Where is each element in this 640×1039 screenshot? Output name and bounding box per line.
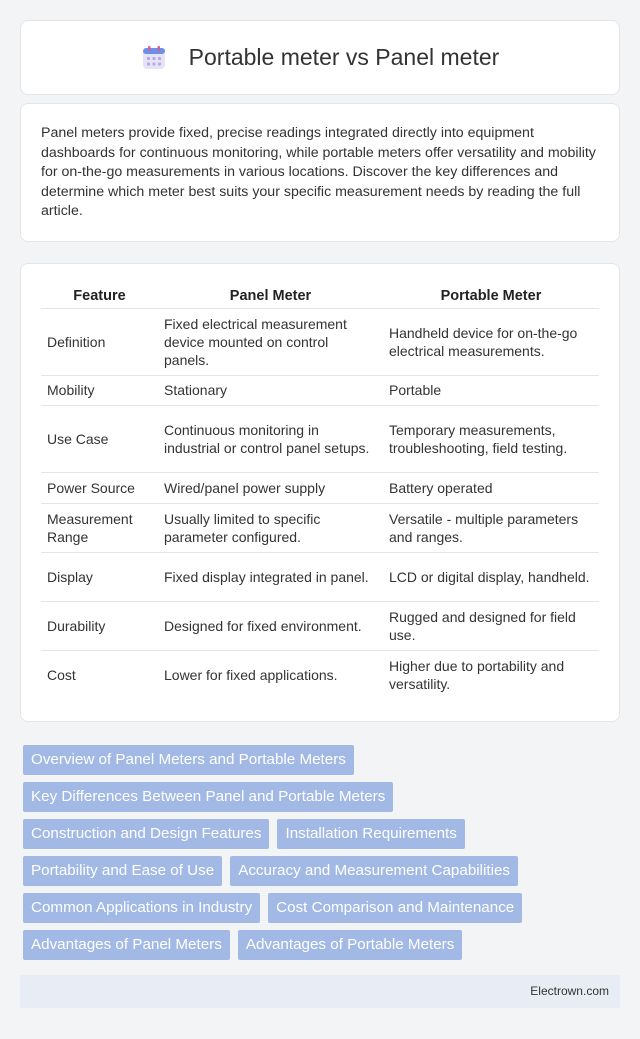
- portable-cell: Versatile - multiple parameters and ranges.: [383, 503, 599, 552]
- portable-cell: Handheld device for on-the-go electrical measurements.: [383, 308, 599, 375]
- panel-cell: Usually limited to specific parameter configured.: [158, 503, 383, 552]
- feature-cell: Measurement Range: [41, 503, 158, 552]
- feature-cell: Definition: [41, 308, 158, 375]
- feature-cell: Cost: [41, 650, 158, 699]
- panel-cell: Wired/panel power supply: [158, 472, 383, 503]
- table-row: [41, 375, 599, 405]
- comparison-card: [20, 263, 620, 722]
- portable-cell: Rugged and designed for field use.: [383, 601, 599, 650]
- link-installation[interactable]: Installation Requirements: [277, 819, 464, 849]
- panel-cell: Designed for fixed environment.: [158, 601, 383, 650]
- calendar-icon: [141, 45, 167, 71]
- table-row: [41, 472, 599, 503]
- related-links: [23, 745, 623, 967]
- table-row: [41, 650, 599, 699]
- feature-cell: Mobility: [41, 375, 158, 405]
- column-header: Portable Meter: [440, 287, 542, 304]
- panel-cell: Stationary: [158, 375, 383, 405]
- link-overview[interactable]: Overview of Panel Meters and Portable Meters: [23, 745, 354, 775]
- table-row: [41, 552, 599, 601]
- portable-cell: LCD or digital display, handheld.: [383, 552, 599, 601]
- column-header: Panel Meter: [229, 287, 312, 304]
- table-row: [41, 308, 599, 375]
- page-title: Portable meter vs Panel meter: [188, 44, 500, 70]
- panel-cell: Continuous monitoring in industrial or control panel setups.: [158, 405, 383, 472]
- panel-cell: Fixed display integrated in panel.: [158, 552, 383, 601]
- portable-cell: Temporary measurements, troubleshooting, field testing.: [383, 405, 599, 472]
- link-construction[interactable]: Construction and Design Features: [23, 819, 269, 849]
- feature-cell: Durability: [41, 601, 158, 650]
- link-portable-advantages[interactable]: Advantages of Portable Meters: [238, 930, 463, 960]
- table-row: [41, 503, 599, 552]
- link-cost[interactable]: Cost Comparison and Maintenance: [268, 893, 522, 923]
- table-header-row: [41, 284, 599, 308]
- portable-cell: Higher due to portability and versatility.: [383, 650, 599, 699]
- panel-cell: Lower for fixed applications.: [158, 650, 383, 699]
- link-portability[interactable]: Portability and Ease of Use: [23, 856, 222, 886]
- footer: [20, 975, 620, 1008]
- feature-cell: Display: [41, 552, 158, 601]
- footer-brand[interactable]: Electrown.com: [530, 984, 609, 998]
- column-header: Feature: [73, 287, 126, 304]
- comparison-table: [41, 284, 599, 699]
- intro-card: [20, 103, 620, 242]
- feature-cell: Use Case: [41, 405, 158, 472]
- feature-cell: Power Source: [41, 472, 158, 503]
- panel-cell: Fixed electrical measurement device mounted on control panels.: [158, 308, 383, 375]
- intro-paragraph: Panel meters provide fixed, precise readings integrated directly into equipment dashboards for continuous monitoring, while portable meters offer versatility and mobility for on-the-go measurements in various locations. Discover the key differences and determine which meter best suits your specific measurement needs by reading the full article.: [41, 125, 596, 220]
- portable-cell: Portable: [383, 375, 599, 405]
- portable-cell: Battery operated: [383, 472, 599, 503]
- link-applications[interactable]: Common Applications in Industry: [23, 893, 260, 923]
- link-accuracy[interactable]: Accuracy and Measurement Capabilities: [230, 856, 518, 886]
- link-panel-advantages[interactable]: Advantages of Panel Meters: [23, 930, 230, 960]
- table-row: [41, 601, 599, 650]
- table-row: [41, 405, 599, 472]
- link-key-differences[interactable]: Key Differences Between Panel and Portable Meters: [23, 782, 393, 812]
- title-card: [20, 20, 620, 95]
